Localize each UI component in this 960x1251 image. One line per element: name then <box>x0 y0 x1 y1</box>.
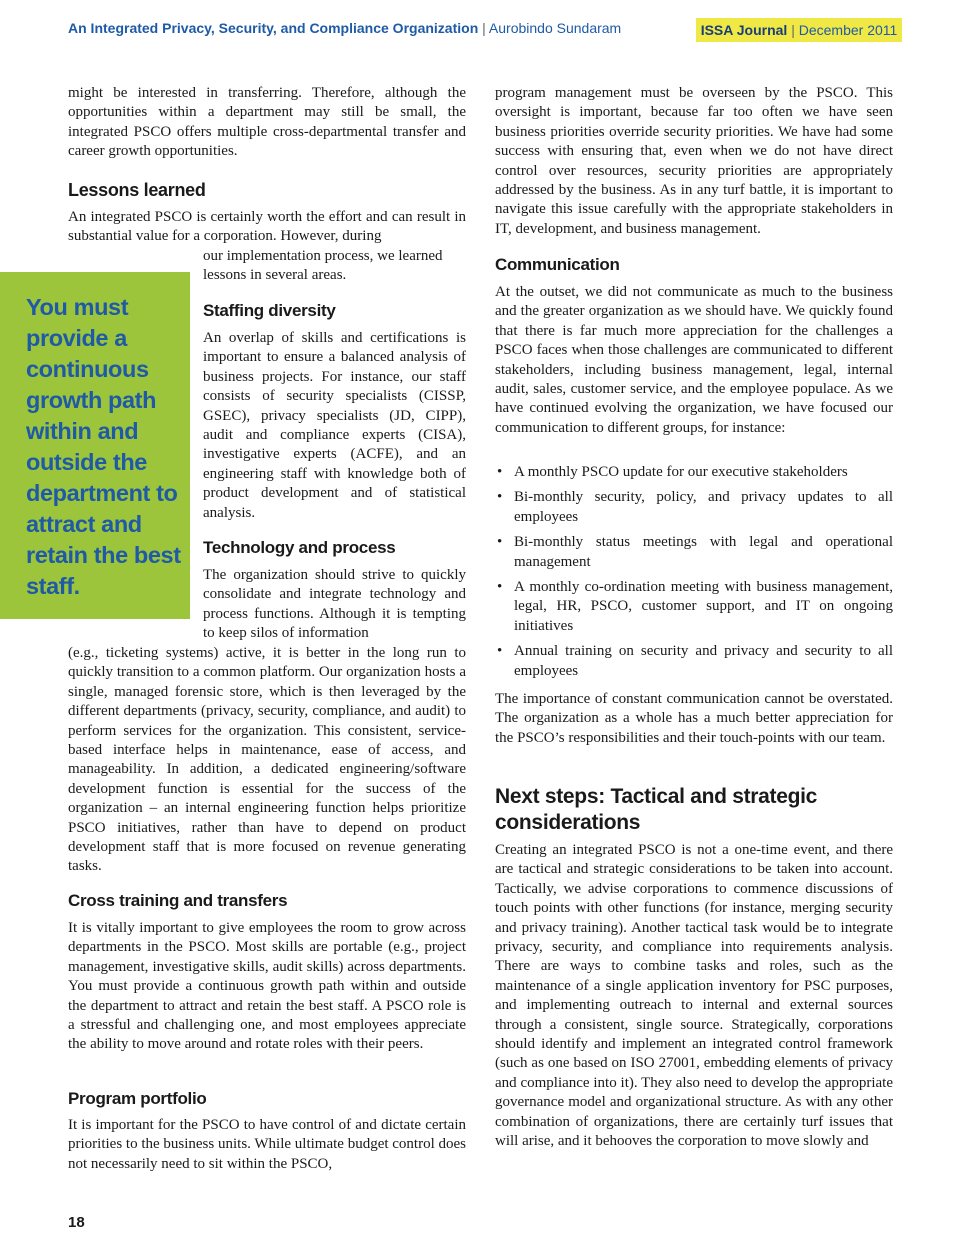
communication-bullet-list <box>495 463 893 687</box>
technology-paragraph-a: The organization should strive to quickly consolidate and integrate technology and process functions. Although it is tempting to keep silos of information <box>203 567 466 642</box>
lessons-paragraph-a: An integrated PSCO is certainly worth the effort and can result in substantial value for a corporation. However, during <box>68 209 466 245</box>
journal-separator: | <box>791 22 795 38</box>
right-column <box>495 84 893 1184</box>
header-left <box>68 20 621 36</box>
technology-process-heading: Technology and process <box>203 538 396 557</box>
program-portfolio-paragraph: It is important for the PSCO to have control of and dictate certain priorities to the business units. While ultimate budget control does not necessarily need to sit within the PSCO, <box>68 1117 466 1172</box>
article-title: An Integrated Privacy, Security, and Compliance Organization <box>68 20 479 36</box>
cross-training-paragraph: It is vitally important to give employees the room to grow across departments in the PSCO. Most skills are portable (e.g., project management, investigative skills, audit skills) across departments. You must provide a continuous growth path within and outside the department to attract and retain the best staff. A PSCO role is a stressful and challenging one, and most employees appreciate the ability to move around and rotate roles with their peers. <box>68 920 466 1053</box>
staffing-paragraph: An overlap of skills and certifications is important to ensure a balanced analysis of business projects. For instance, our staff consists of security specialists (CISSP, GSEC), privacy specialists (JD, CIPP), audit and compliance experts (CISA), investigative experts (ACFE), and an engineering staff with knowledge both of product development and of statistical analysis. <box>203 330 466 521</box>
running-header <box>0 14 960 44</box>
left-intro-paragraph: might be interested in transferring. Therefore, although the opportunities within a department may still be small, the integrated PSCO offers multiple cross-departmental transfer and career growth opportunities. <box>68 85 466 160</box>
program-portfolio-heading: Program portfolio <box>68 1089 207 1108</box>
pull-quote-text: You must provide a continuous growth path within and outside the department to attract and retain the best staff. <box>26 294 181 599</box>
page-number: 18 <box>68 1214 85 1231</box>
right-intro-paragraph: program management must be overseen by the PSCO. This oversight is important, because far too often we have seen business priorities override security priorities. We have had some success with ensuring that, even when we do not have direct control over resources, security priorities are appropriately addressed by the business. As in any turf battle, it is important to navigate this issue carefully with the appropriate stakeholders in IT, development, and business management. <box>495 85 893 237</box>
issue-date: December 2011 <box>798 22 898 38</box>
technology-paragraph-b: (e.g., ticketing systems) active, it is better in the long run to quickly transition to a common platform. Our organization hosts a single, managed forensic store, which is then leveraged by the different departments (privacy, security, compliance, and audit) to perform services for the organization. This consistent, service-based interface helps in maintenance, ease of access, and manageability. In addition, a dedicated engineering/software development function is essential for the success of the organization – an internal engineering function helps prioritize PSCO initiatives, rather than have to depend on product development staff that is more focused on revenue generating tasks. <box>68 645 466 875</box>
journal-banner <box>696 18 902 42</box>
list-item: • Bi-monthly security, policy, and privacy updates to all employees <box>495 488 893 527</box>
list-item: • A monthly co-ordination meeting with business management, legal, HR, PSCO, customer support, and IT on ongoing initiatives <box>495 578 893 636</box>
list-item: • Annual training on security and privacy and security to all employees <box>495 642 893 681</box>
list-item: • A monthly PSCO update for our executive stakeholders <box>495 463 893 482</box>
next-steps-paragraph: Creating an integrated PSCO is not a one-time event, and there are tactical and strategic considerations to be taken into account. Tactically, we advise corporations to commence discussions of touch points with other functions (for instance, merging security and privacy training). Another tactical task would be to integrate privacy, security, and compliance into requirements analysis. There are ways to combine tasks and roles, such as the maintenance of a single application inventory for PSC purposes, and implementing outreach to internal and external sources through a consistent, single source. Strategically, corporations should identify and implement an integrated control framework (such as one based on ISO 27001, embedding elements of privacy and compliance into it). They also need to develop the appropriate governance model and organizational structure. As with any other combination of organizations, there are certainly turf issues that will arise, and it behooves the corporation to move slowly and <box>495 842 893 1150</box>
staffing-diversity-heading: Staffing diversity <box>203 301 336 320</box>
lessons-learned-heading: Lessons learned <box>68 180 206 200</box>
communication-paragraph: At the outset, we did not communicate as much to the business and the greater organization as we should have. We quickly found that there is far much more appreciation for the challenges a PSCO faces when those challenges are communicated to different stakeholders, including business management, legal, internal audit, sales, customer service, and the employee populace. As we have continued evolving the organization, we have focused our communication to different groups, for instance: <box>495 284 893 436</box>
list-item: • Bi-monthly status meetings with legal and operational management <box>495 533 893 572</box>
lessons-paragraph-b: our implementation process, we learned lessons in several areas. <box>203 248 443 284</box>
article-author: Aurobindo Sundaram <box>488 20 622 36</box>
journal-name: ISSA Journal <box>700 22 788 38</box>
communication-closing-paragraph: The importance of constant communication cannot be overstated. The organization as a whole has a much better appreciation for the PSCO’s responsibilities and their touch-points with our team. <box>495 691 893 746</box>
next-steps-heading: Next steps: Tactical and strategic considerations <box>495 785 818 834</box>
cross-training-heading: Cross training and transfers <box>68 891 288 910</box>
left-column <box>68 84 466 1184</box>
header-separator: | <box>482 20 486 36</box>
communication-heading: Communication <box>495 255 620 274</box>
